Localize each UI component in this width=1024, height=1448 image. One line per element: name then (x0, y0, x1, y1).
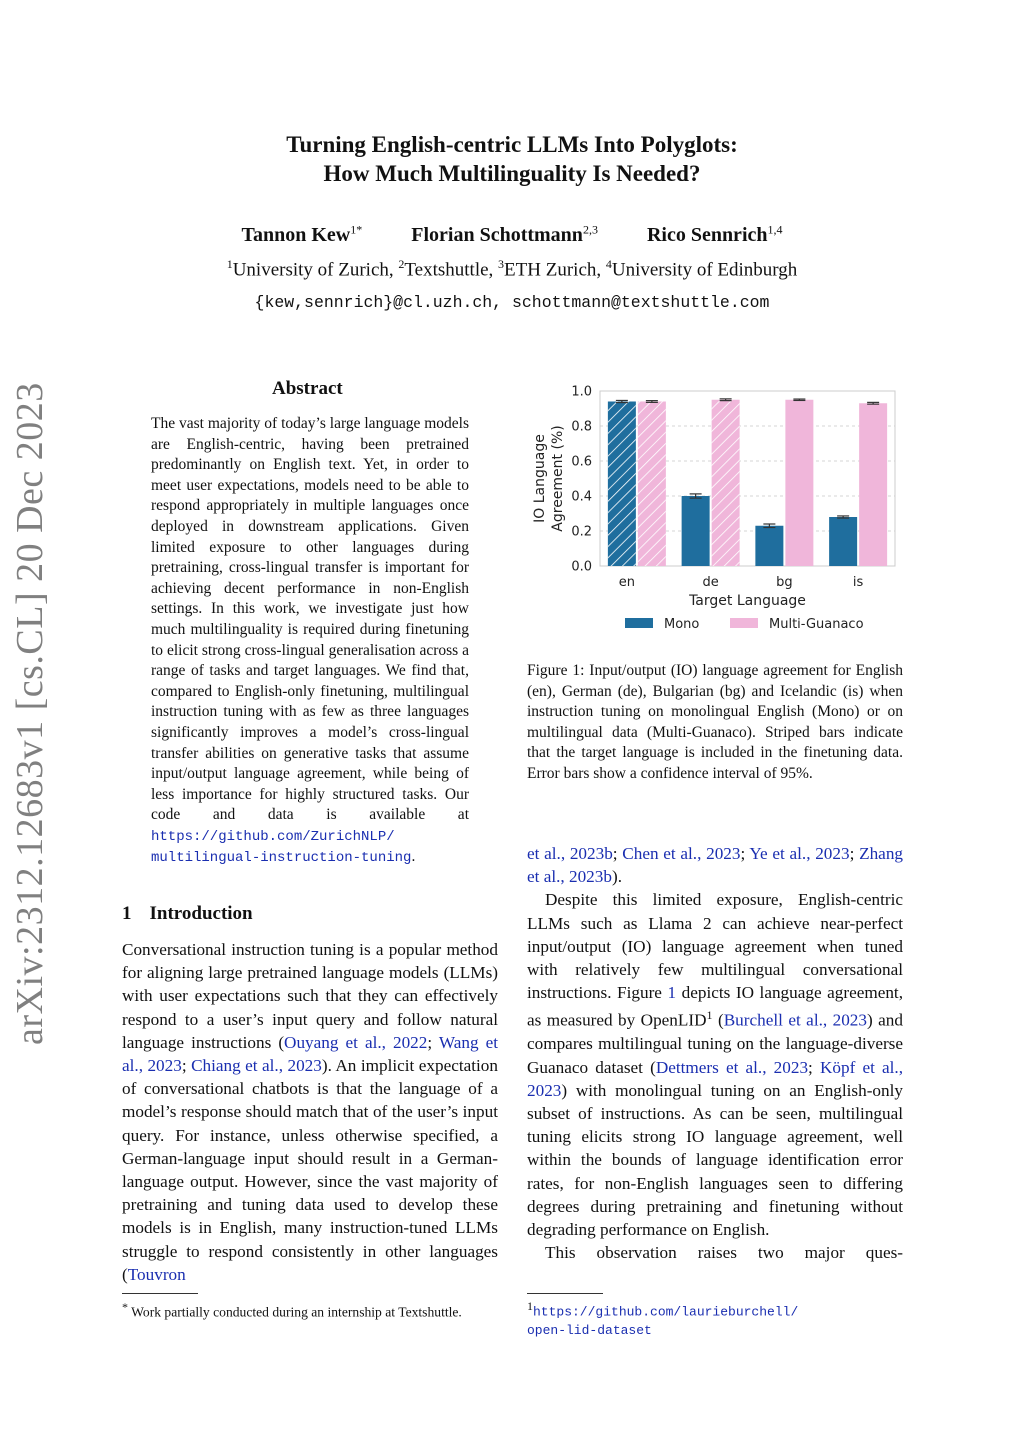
author-sup: 1,4 (767, 222, 783, 236)
bar-hatch-mono-en (608, 402, 636, 567)
bar-mono-bg (755, 526, 783, 566)
bar-mono-is (829, 517, 857, 566)
citation-link[interactable]: Ye et al., 2023 (749, 844, 850, 863)
footnote-mark: * (122, 1300, 128, 1314)
bar-hatch-multi-guanaco-de (712, 400, 740, 566)
section-number: 1 (122, 903, 132, 924)
text-run: ) and compares multilingual tuning on the language-diverse Guanaco dataset ( (527, 1011, 903, 1077)
affil-name: ETH Zurich, (504, 259, 602, 281)
abstract-end: . (411, 848, 416, 866)
footnote-mark: 1 (527, 1299, 533, 1313)
y-tick-label: 0.6 (571, 454, 592, 470)
text-run: ). (611, 867, 622, 887)
author-emails: {kew,sennrich}@cl.uzh.ch, schottmann@textshuttle.com (254, 293, 770, 312)
footnote-text: Work partially conducted during an internship at Textshuttle. (131, 1304, 462, 1320)
y-axis-label-line1: IO Language (532, 434, 548, 523)
intro-right-column (527, 842, 903, 1264)
y-tick-label: 0.0 (571, 559, 592, 575)
citation-link[interactable]: Chen et al., 2023 (622, 844, 741, 863)
x-tick-label: de (702, 575, 719, 590)
intro-paragraph-2 (527, 888, 903, 1241)
openlid-link[interactable] (527, 1304, 798, 1338)
legend-label-mono: Mono (664, 617, 700, 632)
bar-multi-guanaco-is (859, 403, 887, 566)
text-run: ; (612, 844, 623, 863)
affil-sup: 3 (498, 257, 505, 271)
bar-hatch-multi-guanaco-en (638, 402, 666, 567)
text-run: ). An implicit expectation of conversational chatbots is that the language of a model’s response should match that of the user’s input query. For instance, unless otherwise specified, a German-language input should result in a German-language output. However, since the vast majority of pretraining and tuning data used to develop these models is in English, many instruction-tuned LLMs struggle to respond consistently in other languages ( (122, 1056, 498, 1284)
y-tick-label: 1.0 (571, 384, 592, 400)
text-run: ) with monolingual tuning on an English-only subset of instructions. As can be seen, multilingual tuning elicits strong IO language agreement, well within the bounds of language identification error rates, for non-English languages seen to differing degrees during pretraining and finetuning without degrading performance on English. (527, 1080, 903, 1239)
affil-sup: 2 (398, 257, 405, 271)
citation-link[interactable]: Wang et al., 2023 (122, 1032, 498, 1076)
x-tick-label: is (852, 575, 864, 590)
text-run: ; (181, 1056, 192, 1076)
figure-1-chart (527, 378, 907, 640)
footnote-marker[interactable]: 1 (706, 1008, 713, 1023)
link-part: https://github.com/laurieburchell/ (533, 1304, 799, 1320)
bar-multi-guanaco-bg (785, 400, 813, 566)
author-1 (242, 224, 363, 246)
intro-paragraph-3: This observation raises two major ques- (545, 1243, 903, 1263)
citation-link[interactable]: Burchell et al., 2023 (723, 1011, 867, 1031)
author-3 (647, 224, 783, 246)
text-run: Conversational instruction tuning is a popular method for aligning large pretrained language models (LLMs) with user expectations such that they can effectively respond to a user’s input query and follow natural language instructions ( (122, 940, 498, 1052)
legend-swatch-mono (625, 618, 653, 628)
y-tick-label: 0.4 (571, 489, 592, 505)
code-link-part: multilingual-instruction-tuning (151, 850, 412, 867)
author-2 (411, 224, 598, 246)
y-tick-label: 0.8 (571, 419, 592, 435)
y-tick-label: 0.2 (571, 524, 592, 540)
author-name: Rico Sennrich (646, 223, 768, 246)
intro-paragraph-1 (122, 938, 498, 1286)
footnote-right (527, 1297, 903, 1340)
citation-link[interactable]: Ouyang et al., 2022 (284, 1032, 428, 1052)
author-name: Florian Schottmann (411, 223, 583, 246)
footnote-left (122, 1298, 498, 1322)
y-axis-label-line2: Agreement (%) (550, 425, 566, 532)
author-sup: 1* (350, 222, 363, 236)
citation-link[interactable]: Köpf et al., 2023 (527, 1057, 903, 1100)
text-run: depicts IO language agreement, as measured by OpenLID (527, 983, 903, 1031)
x-tick-label: en (618, 575, 635, 590)
affiliations (0, 257, 1024, 281)
text-run: Despite this limited exposure, English-centric LLMs such as Llama 2 can achieve near-perfect input/output (IO) language agreement when tuned with relatively few multilingual conversational instructions. Figure (527, 890, 903, 1003)
x-axis-label: Target Language (689, 593, 806, 609)
abstract-body (151, 414, 469, 869)
intro-left-column (122, 938, 498, 1286)
code-link[interactable] (151, 829, 411, 867)
code-link-part: https://github.com/ZurichNLP/ (151, 828, 395, 845)
citation-link[interactable]: Chiang et al., 2023 (191, 1056, 322, 1076)
legend-swatch-multi-guanaco (730, 618, 758, 628)
affil-name: Textshuttle, (404, 259, 494, 281)
section-heading-introduction (122, 903, 253, 925)
arxiv-stamp: arXiv:2312.12683v1 [cs.CL] 20 Dec 2023 (9, 382, 51, 1045)
author-name: Tannon Kew (241, 223, 351, 246)
affil-sup: 1 (226, 257, 233, 271)
citation-link[interactable]: Touvron (127, 1264, 186, 1284)
affil-name: University of Zurich, (232, 259, 394, 281)
figure-1-caption: Figure 1: Input/output (IO) language agreement for English (en), German (de), Bulgarian (bg) and Icelandic (is) when instruction tuning on monolingual English (Mono) or on multilingual data (Multi-Guanaco). Striped bars indicate that the target language is included in the finetuning data. Error bars show a confidence interval of 95%. (527, 662, 903, 782)
text-run: ; (849, 844, 860, 863)
text-run: ; (808, 1057, 820, 1077)
affil-name: University of Edinburgh (611, 259, 798, 281)
paper-title (0, 130, 1024, 188)
title-line-2: How Much Multilinguality Is Needed? (323, 161, 701, 186)
intro-paragraph-1-cont (527, 842, 903, 888)
figure-ref-link[interactable]: 1 (667, 983, 677, 1003)
x-tick-label: bg (776, 575, 793, 590)
footnote-rule-right (527, 1293, 603, 1294)
footnote-rule-left (122, 1293, 198, 1294)
affil-sup: 4 (605, 257, 612, 271)
citation-link[interactable]: et al., 2023b (527, 844, 613, 863)
text-run: ; (427, 1032, 439, 1052)
citation-link[interactable]: Dettmers et al., 2023 (655, 1057, 809, 1077)
bar-mono-de (682, 496, 710, 566)
abstract-text: The vast majority of today’s large language models are English-centric, having been pretrained predominantly on English text. Yet, in order to meet user expectations, models need to be able to respond appropriately in multiple languages once deployed in downstream applications. Given limited exposure to other languages during pretraining, cross-lingual transfer is important for achieving decent performance in non-English settings. In this work, we investigate just how much multilinguality is required during finetuning to elicit strong cross-lingual generalisation across a range of tasks and target languages. We find that, compared to English-only finetuning, multilingual instruction tuning with as few as three languages significantly improves a model’s cross-lingual transfer abilities on generative tasks that assume input/output language agreement, while being of less importance for highly structured tasks. Our code and data is available at (151, 415, 469, 824)
title-line-1: Turning English-centric LLMs Into Polyglots: (286, 132, 738, 157)
text-run: ; (740, 844, 750, 863)
legend-label-multi-guanaco: Multi-Guanaco (769, 617, 864, 632)
abstract-heading: Abstract (272, 378, 343, 399)
text-run: ( (712, 1011, 724, 1031)
author-list (0, 222, 1024, 247)
author-sup: 2,3 (582, 222, 598, 236)
citation-link[interactable]: Zhang et al., 2023b (527, 844, 904, 887)
section-title: Introduction (149, 903, 253, 924)
link-part: open-lid-dataset (527, 1323, 652, 1339)
